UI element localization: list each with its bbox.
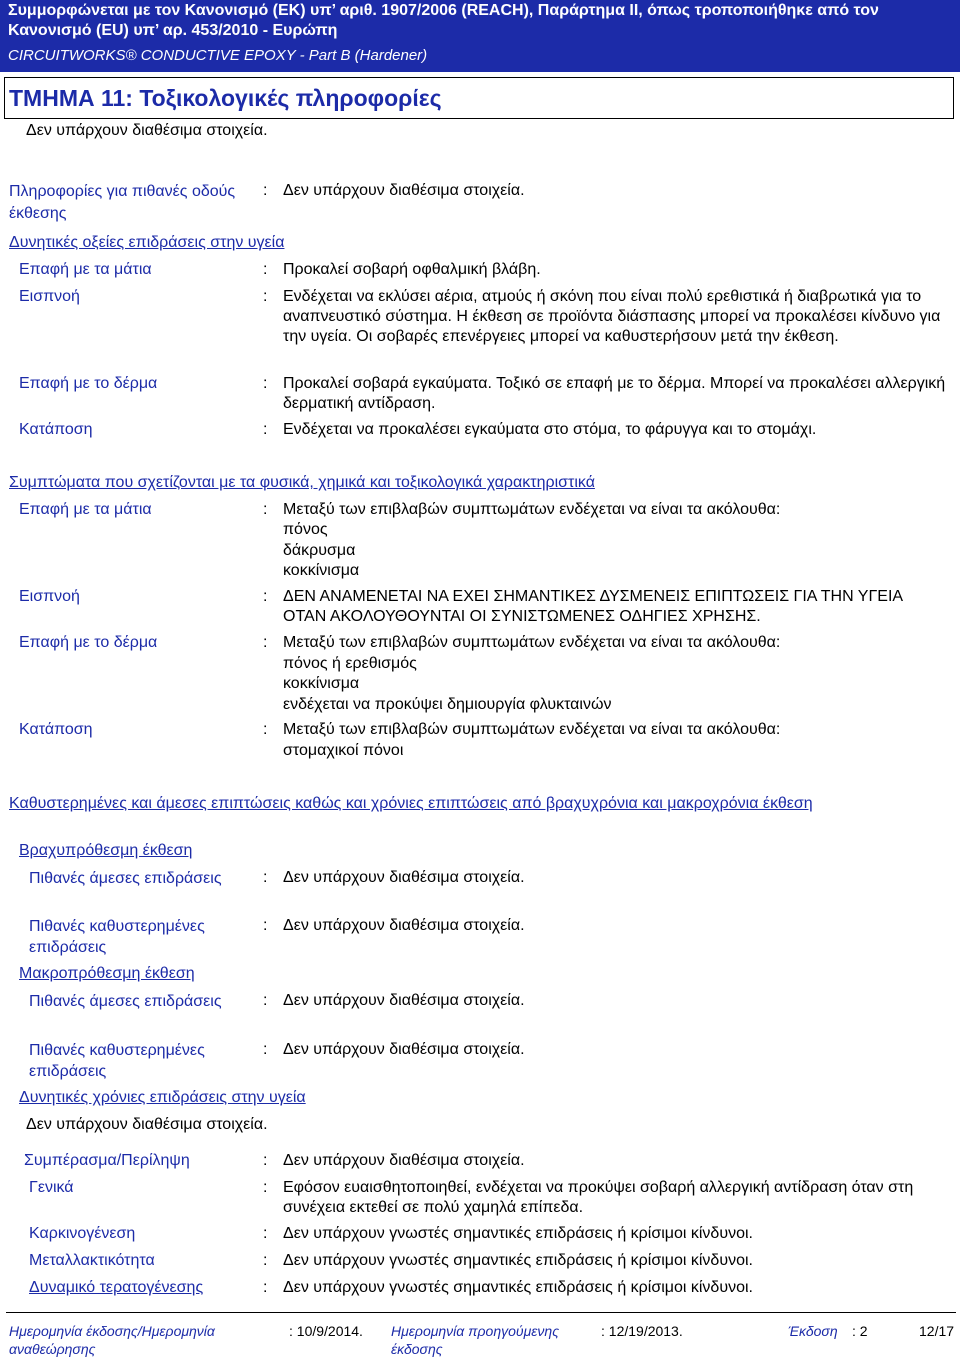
long-immediate-label: Πιθανές άμεσες επιδράσεις [29, 993, 222, 1010]
long-delayed-value: Δεν υπάρχουν διαθέσιμα στοιχεία. [283, 1041, 525, 1058]
product-name: CIRCUITWORKS® CONDUCTIVE EPOXY - Part B (Hardener) [8, 47, 428, 64]
sym-ingest-line: Μεταξύ των επιβλαβών συμπτωμάτων ενδέχεται να είναι τα ακόλουθα: [283, 721, 781, 738]
section-title: ΤΜΗΜΑ 11: Τοξικολογικές πληροφορίες [9, 85, 442, 111]
acute-ingest-label: Κατάποση [19, 421, 93, 438]
teratogenicity-label: Δυναμικό τερατογένεσης [29, 1279, 204, 1296]
colon: : [263, 1225, 268, 1242]
sym-eye-line: δάκρυσμα [283, 542, 356, 559]
footer-page-number: 12/17 [919, 1323, 955, 1339]
acute-eye-value: Προκαλεί σοβαρή οφθαλμική βλάβη. [283, 261, 541, 278]
colon: : [263, 992, 268, 1009]
regulation-text: Συμμορφώνεται με τον Κανονισμό (ΕΚ) υπ’ αριθ. 1907/2006 (REACH), Παράρτημα ΙΙ, όπως τροποποιήθηκε από τον Κανονισμό (ΕU) υπ’ αρ. 453/2010 - Ευρώπη [8, 2, 879, 39]
colon: : [263, 1279, 268, 1296]
acute-skin-value: Προκαλεί σοβαρά εγκαύματα. Τοξικό σε επαφή με το δέρμα. Μπορεί να προκαλέσει αλλεργική δερματική αντίδραση. [283, 375, 946, 412]
chronic-heading: Δυνητικές χρόνιες επιδράσεις στην υγεία [19, 1089, 306, 1106]
summary-value: Δεν υπάρχουν διαθέσιμα στοιχεία. [283, 1152, 525, 1169]
general-value: Εφόσον ευαισθητοποιηθεί, ενδέχεται να προκύψει σοβαρή αλλεργική αντίδραση όταν στη συνέχεια εκτεθεί σε πολύ χαμηλά επίπεδα. [283, 1179, 914, 1216]
footer-issue-value: : 10/9/2014. [289, 1323, 363, 1339]
sym-skin-line: κοκκίνισμα [283, 675, 360, 692]
carcinogenicity-value: Δεν υπάρχουν γνωστές σημαντικές επιδράσεις ή κρίσιμοι κίνδυνοι. [283, 1225, 753, 1242]
exposure-value: Δεν υπάρχουν διαθέσιμα στοιχεία. [283, 182, 525, 199]
long-delayed-label: Πιθανές καθυστερημένες επιδράσεις [29, 1042, 205, 1080]
sym-inhal-label: Εισπνοή [19, 588, 80, 605]
colon: : [263, 917, 268, 934]
symptoms-heading: Συμπτώματα που σχετίζονται με τα φυσικά, χημικά και τοξικολογικά χαρακτηριστικά [9, 474, 595, 491]
colon: : [263, 288, 268, 305]
section-intro: Δεν υπάρχουν διαθέσιμα στοιχεία. [26, 122, 268, 139]
exposure-label: Πληροφορίες για πιθανές οδούς έκθεσης [9, 183, 236, 222]
sym-eye-label: Επαφή με τα μάτια [19, 501, 152, 518]
carcinogenicity-label: Καρκινογένεση [29, 1225, 136, 1242]
document-header [0, 0, 960, 72]
acute-skin-label: Επαφή με το δέρμα [19, 375, 158, 392]
short-immediate-value: Δεν υπάρχουν διαθέσιμα στοιχεία. [283, 869, 525, 886]
short-delayed-label: Πιθανές καθυστερημένες επιδράσεις [29, 918, 205, 956]
footer-version-label: Έκδοση [788, 1323, 838, 1339]
acute-ingest-value: Ενδέχεται να προκαλέσει εγκαύματα στο στόμα, το φάρυγγα και το στομάχι. [283, 421, 817, 438]
acute-heading: Δυνητικές οξείες επιδράσεις στην υγεία [9, 234, 285, 251]
chronic-intro: Δεν υπάρχουν διαθέσιμα στοιχεία. [26, 1116, 268, 1133]
footer-version-value: : 2 [852, 1323, 868, 1339]
colon: : [263, 588, 268, 605]
colon: : [263, 869, 268, 886]
acute-eye-label: Επαφή με τα μάτια [19, 261, 152, 278]
short-term-heading: Βραχυπρόθεσμη έκθεση [19, 842, 193, 859]
sym-ingest-line: στομαχικοί πόνοι [283, 742, 404, 759]
sym-skin-label: Επαφή με το δέρμα [19, 634, 158, 651]
colon: : [263, 501, 268, 518]
footer-prev-value: : 12/19/2013. [601, 1323, 683, 1339]
sym-skin-line: πόνος ή ερεθισμός [283, 655, 417, 672]
colon: : [263, 375, 268, 392]
sym-eye-line: Μεταξύ των επιβλαβών συμπτωμάτων ενδέχεται να είναι τα ακόλουθα: [283, 501, 781, 518]
sym-ingest-label: Κατάποση [19, 721, 93, 738]
sym-skin-line: Μεταξύ των επιβλαβών συμπτωμάτων ενδέχεται να είναι τα ακόλουθα: [283, 634, 781, 651]
colon: : [263, 721, 268, 738]
delayed-heading: Καθυστερημένες και άμεσες επιπτώσεις καθώς και χρόνιες επιπτώσεις από βραχυχρόνια και μακροχρόνια έκθεση [9, 795, 813, 812]
colon: : [263, 1041, 268, 1058]
footer-issue-label: Ημερομηνία έκδοσης/Ημερομηνία αναθεώρησης [9, 1323, 215, 1357]
colon: : [263, 421, 268, 438]
sym-skin-line: ενδέχεται να προκύψει δημιουργία φλυκταινών [283, 696, 612, 713]
colon: : [263, 261, 268, 278]
teratogenicity-value: Δεν υπάρχουν γνωστές σημαντικές επιδράσεις ή κρίσιμοι κίνδυνοι. [283, 1279, 753, 1296]
mutagenicity-value: Δεν υπάρχουν γνωστές σημαντικές επιδράσεις ή κρίσιμοι κίνδυνοι. [283, 1252, 753, 1269]
acute-inhal-value: Ενδέχεται να εκλύσει αέρια, ατμούς ή σκόνη που είναι πολύ ερεθιστικά ή διαβρωτικά για το αναπνευστικό σύστημα. Η έκθεση σε προϊόντα διάσπασης μπορεί να προκαλέσει κίνδυνο για την υγεία. Οι σοβαρές επενέργειες μπορεί να καθυστερήσουν μετά την έκθεση. [283, 288, 941, 345]
sym-eye-line: πόνος [283, 521, 328, 538]
footer-prev-label: Ημερομηνία προηγούμενης έκδοσης [391, 1323, 560, 1357]
footer-divider [6, 1312, 956, 1313]
colon: : [263, 182, 268, 199]
sym-inhal-value: ΔΕΝ ΑΝΑΜΕΝΕΤΑΙ ΝΑ ΕΧΕΙ ΣΗΜΑΝΤΙΚΕΣ ΔΥΣΜΕΝΕΙΣ ΕΠΙΠΤΩΣΕΙΣ ΓΙΑ ΤΗΝ ΥΓΕΙΑ ΟΤΑΝ ΑΚΟΛΟΥΘΟΥΝΤΑΙ ΟΙ ΣΥΝΙΣΤΩΜΕΝΕΣ ΟΔΗΓΙΕΣ ΧΡΗΣΗΣ. [283, 588, 903, 625]
long-immediate-value: Δεν υπάρχουν διαθέσιμα στοιχεία. [283, 992, 525, 1009]
general-label: Γενικά [29, 1179, 74, 1196]
short-immediate-label: Πιθανές άμεσες επιδράσεις [29, 870, 222, 887]
mutagenicity-label: Μεταλλακτικότητα [29, 1252, 155, 1269]
colon: : [263, 1152, 268, 1169]
colon: : [263, 1252, 268, 1269]
short-delayed-value: Δεν υπάρχουν διαθέσιμα στοιχεία. [283, 917, 525, 934]
summary-label: Συμπέρασμα/Περίληψη [24, 1152, 190, 1169]
colon: : [263, 1179, 268, 1196]
sym-eye-line: κοκκίνισμα [283, 562, 360, 579]
colon: : [263, 634, 268, 651]
long-term-heading: Μακροπρόθεσμη έκθεση [19, 965, 195, 982]
acute-inhal-label: Εισπνοή [19, 288, 80, 305]
